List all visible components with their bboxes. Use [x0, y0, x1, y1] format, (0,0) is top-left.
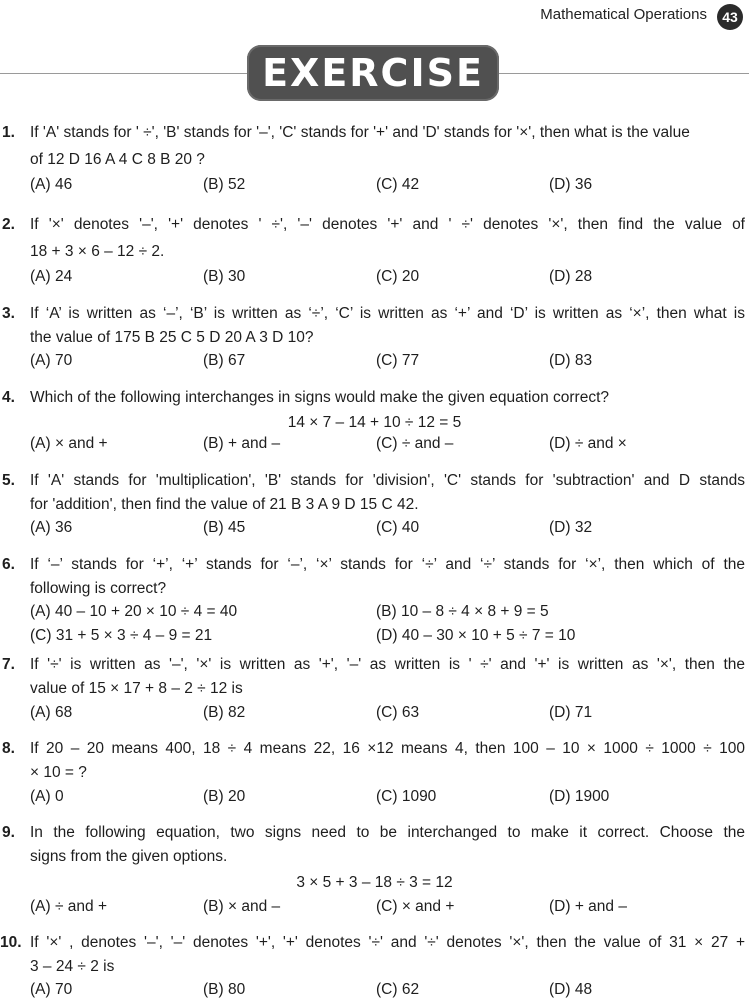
option-c: (C) 40 [376, 519, 420, 536]
option-c: (C) 42 [376, 176, 420, 193]
option-d: (D) ÷ and × [549, 435, 627, 452]
option-c: (C) × and + [376, 898, 455, 915]
option-d: (D) 71 [549, 704, 593, 721]
option-a: (A) 68 [30, 704, 73, 721]
option-b: (B) 67 [203, 352, 246, 369]
option-d: (D) 32 [549, 519, 593, 536]
option-a: (A) 70 [30, 981, 73, 998]
option-b: (B) × and – [203, 898, 281, 915]
option-b: (B) 45 [203, 519, 246, 536]
question-text-line: If '÷' is written as '–', '×' is written as '+', '–' as written is ' ÷' and '+' is written as '×', then the [30, 656, 745, 673]
question-text-line: If 20 – 20 means 400, 18 ÷ 4 means 22, 16 ×12 means 4, then 100 – 10 × 1000 ÷ 1000 ÷ 100 [30, 740, 745, 757]
question-text-line: value of 15 × 17 + 8 – 2 ÷ 12 is [30, 680, 243, 697]
option-d: (D) 28 [549, 268, 593, 285]
running-title: Mathematical Operations [540, 6, 707, 23]
page-number-badge: 43 [717, 4, 743, 30]
question-text-line: signs from the given options. [30, 848, 228, 865]
option-b: (B) 52 [203, 176, 246, 193]
option-a: (A) 36 [30, 519, 73, 536]
option-c: (C) 62 [376, 981, 420, 998]
question-text-line: If 'A' stands for 'multiplication', 'B' stands for 'division', 'C' stands for 'subtraction' and D stands [30, 472, 745, 489]
question-number: 5. [2, 472, 15, 489]
question-text-line: of 12 D 16 A 4 C 8 B 20 ? [30, 151, 205, 168]
option-c: (C) 1090 [376, 788, 437, 805]
option-b: (B) 82 [203, 704, 246, 721]
question-number: 6. [2, 556, 15, 573]
question-text-line: If ‘A’ is written as ‘–’, ‘B’ is written as ‘÷’, ‘C’ is written as ‘+’ and ‘D’ is written as ‘×’, then what is [30, 305, 745, 322]
question-equation: 14 × 7 – 14 + 10 ÷ 12 = 5 [287, 414, 462, 431]
option-b: (B) 30 [203, 268, 246, 285]
option-d: (D) + and – [549, 898, 627, 915]
question-number: 1. [2, 124, 15, 141]
question-number: 3. [2, 305, 15, 322]
option-d: (D) 1900 [549, 788, 610, 805]
question-text-line: Which of the following interchanges in signs would make the given equation correct? [30, 389, 609, 406]
option-b: (B) 20 [203, 788, 246, 805]
option-b: (B) 10 – 8 ÷ 4 × 8 + 9 = 5 [376, 603, 549, 620]
option-a: (A) × and + [30, 435, 108, 452]
question-text-line: If 'A' stands for ' ÷', 'B' stands for '–', 'C' stands for '+' and 'D' stands for '×', then what is the value [30, 124, 690, 141]
question-text-line: 3 – 24 ÷ 2 is [30, 958, 115, 975]
banner-title: EXERCISE [262, 51, 484, 95]
question-number: 10. [0, 934, 22, 951]
option-d: (D) 40 – 30 × 10 + 5 ÷ 7 = 10 [376, 627, 576, 644]
option-a: (A) 70 [30, 352, 73, 369]
option-a: (A) 0 [30, 788, 64, 805]
option-a: (A) 40 – 10 + 20 × 10 ÷ 4 = 40 [30, 603, 238, 620]
question-text-line: If '×' , denotes '–', '–' denotes '+', '+' denotes '÷' and '÷' denotes '×', then the value of 31 × 27 + [30, 934, 745, 951]
option-c: (C) ÷ and – [376, 435, 454, 452]
exercise-banner [247, 45, 499, 101]
question-text-line: In the following equation, two signs need to be interchanged to make it correct. Choose the [30, 824, 745, 841]
question-number: 2. [2, 216, 15, 233]
option-a: (A) 24 [30, 268, 73, 285]
option-c: (C) 63 [376, 704, 420, 721]
question-number: 4. [2, 389, 15, 406]
question-text-line: 18 + 3 × 6 – 12 ÷ 2. [30, 243, 165, 260]
question-text-line: If '×' denotes '–', '+' denotes ' ÷', '–' denotes '+' and ' ÷' denotes '×', then find the value of [30, 216, 745, 233]
option-d: (D) 83 [549, 352, 593, 369]
option-d: (D) 36 [549, 176, 593, 193]
question-equation: 3 × 5 + 3 – 18 ÷ 3 = 12 [296, 874, 453, 891]
question-text-line: the value of 175 B 25 C 5 D 20 A 3 D 10? [30, 329, 314, 346]
question-number: 7. [2, 656, 15, 673]
question-text-line: If ‘–’ stands for ‘+’, ‘+’ stands for ‘–’, ‘×’ stands for ‘÷’ and ‘÷’ stands for ‘×’, then which of the [30, 556, 745, 573]
option-c: (C) 31 + 5 × 3 ÷ 4 – 9 = 21 [30, 627, 213, 644]
option-d: (D) 48 [549, 981, 593, 998]
question-number: 9. [2, 824, 15, 841]
question-text-line: × 10 = ? [30, 764, 87, 781]
question-text-line: following is correct? [30, 580, 167, 597]
option-c: (C) 77 [376, 352, 420, 369]
option-a: (A) ÷ and + [30, 898, 108, 915]
question-text-line: for 'addition', then find the value of 21 B 3 A 9 D 15 C 42. [30, 496, 419, 513]
option-b: (B) + and – [203, 435, 281, 452]
question-number: 8. [2, 740, 15, 757]
option-c: (C) 20 [376, 268, 420, 285]
option-a: (A) 46 [30, 176, 73, 193]
option-b: (B) 80 [203, 981, 246, 998]
